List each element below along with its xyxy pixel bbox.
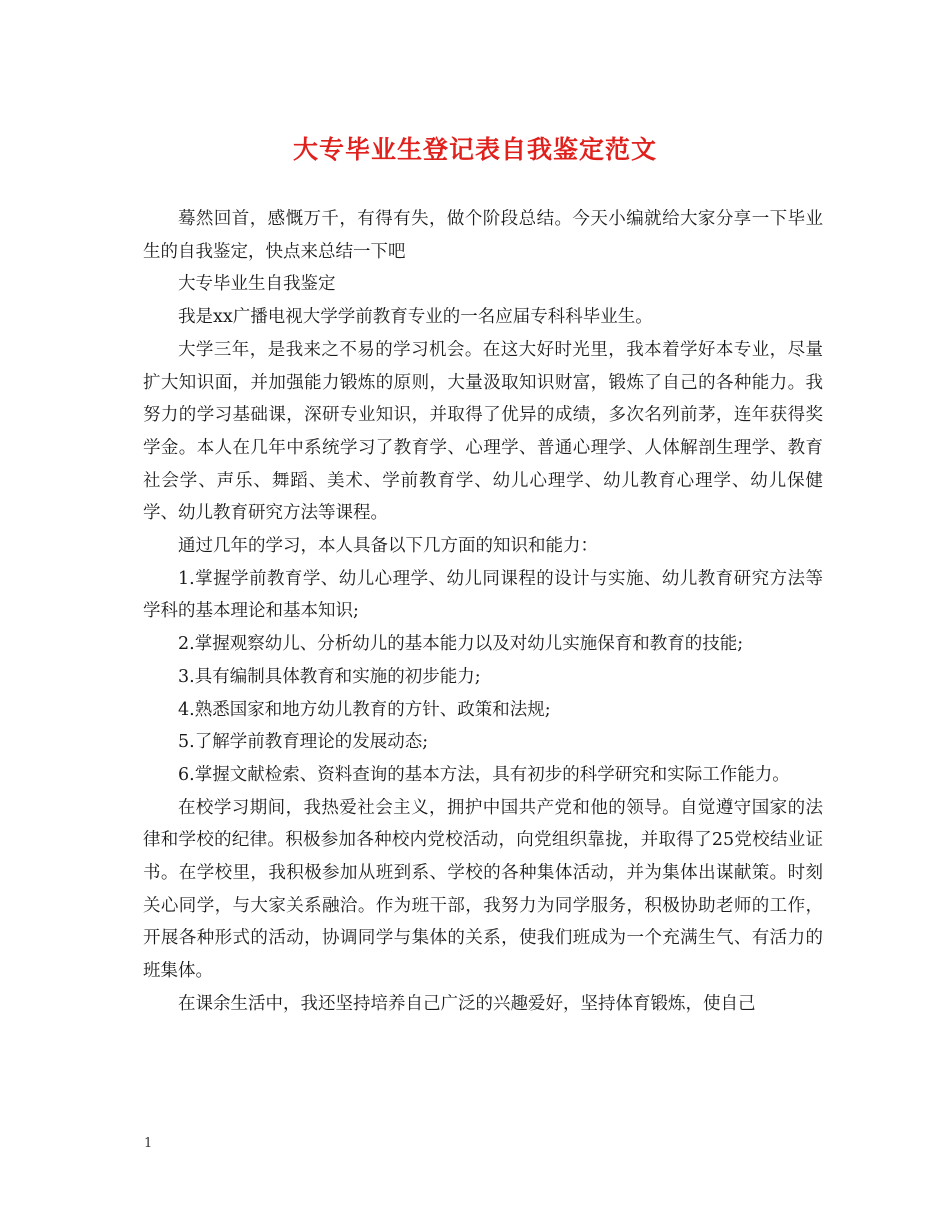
- paragraph-abilities-intro: 通过几年的学习，本人具备以下几方面的知识和能力：: [178, 536, 598, 557]
- paragraph-subheading: 大专毕业生自我鉴定: [178, 274, 336, 295]
- paragraph-self-intro: 我是xx广播电视大学学前教育专业的一名应届专科科毕业生。: [178, 307, 653, 328]
- list-item-5: 5.了解学前教育理论的发展动态;: [178, 732, 429, 753]
- list-item-6: 6.掌握文献检索、资料查询的基本方法，具有初步的科学研究和实际工作能力。: [178, 764, 790, 785]
- paragraph-extracurricular: 在课余生活中，我还坚持培养自己广泛的兴趣爱好，坚持体育锻炼，使自己: [178, 993, 756, 1014]
- paragraph-study: 大学三年，是我来之不易的学习机会。在这大好时光里，我本着学好本专业，尽量扩大知识面，并加强能力锻炼的原则，大量汲取知识财富，锻炼了自己的各种能力。我努力的学习基础课，深研专业知识，并取得了优异的成绩，多次名列前茅，连年获得奖学金。本人在几年中系统学习了教育学、心理学、普通心理学、人体解剖生理学、教育社会学、声乐、舞蹈、美术、学前教育学、幼儿心理学、幼儿教育心理学、幼儿保健学、幼儿教育研究方法等课程。: [143, 339, 823, 524]
- list-item-3: 3.具有编制具体教育和实施的初步能力;: [178, 666, 481, 687]
- document-title: 大专毕业生登记表自我鉴定范文: [292, 135, 657, 164]
- list-item-4: 4.熟悉国家和地方幼儿教育的方针、政策和法规;: [178, 699, 551, 720]
- paragraph-campus-life: 在校学习期间，我热爱社会主义，拥护中国共产党和他的领导。自觉遵守国家的法律和学校的纪律。积极参加各种校内党校活动，向党组织靠拢，并取得了25党校结业证书。在学校里，我积极参加从班到系、学校的各种集体活动，并为集体出谋献策。时刻关心同学，与大家关系融洽。作为班干部，我努力为同学服务，积极协助老师的工作，开展各种形式的活动，协调同学与集体的关系，使我们班成为一个充满生气、有活力的班集体。: [143, 797, 823, 982]
- page-number: 1: [144, 1136, 153, 1151]
- list-item-1: 1.掌握学前教育学、幼儿心理学、幼儿同课程的设计与实施、幼儿教育研究方法等学科的基本理论和基本知识;: [143, 568, 823, 622]
- list-item-2: 2.掌握观察幼儿、分析幼儿的基本能力以及对幼儿实施保育和教育的技能;: [178, 634, 744, 655]
- document-body: [143, 203, 823, 1021]
- paragraph-intro: 蓦然回首，感慨万千，有得有失，做个阶段总结。今天小编就给大家分享一下毕业生的自我鉴定，快点来总结一下吧: [143, 209, 823, 262]
